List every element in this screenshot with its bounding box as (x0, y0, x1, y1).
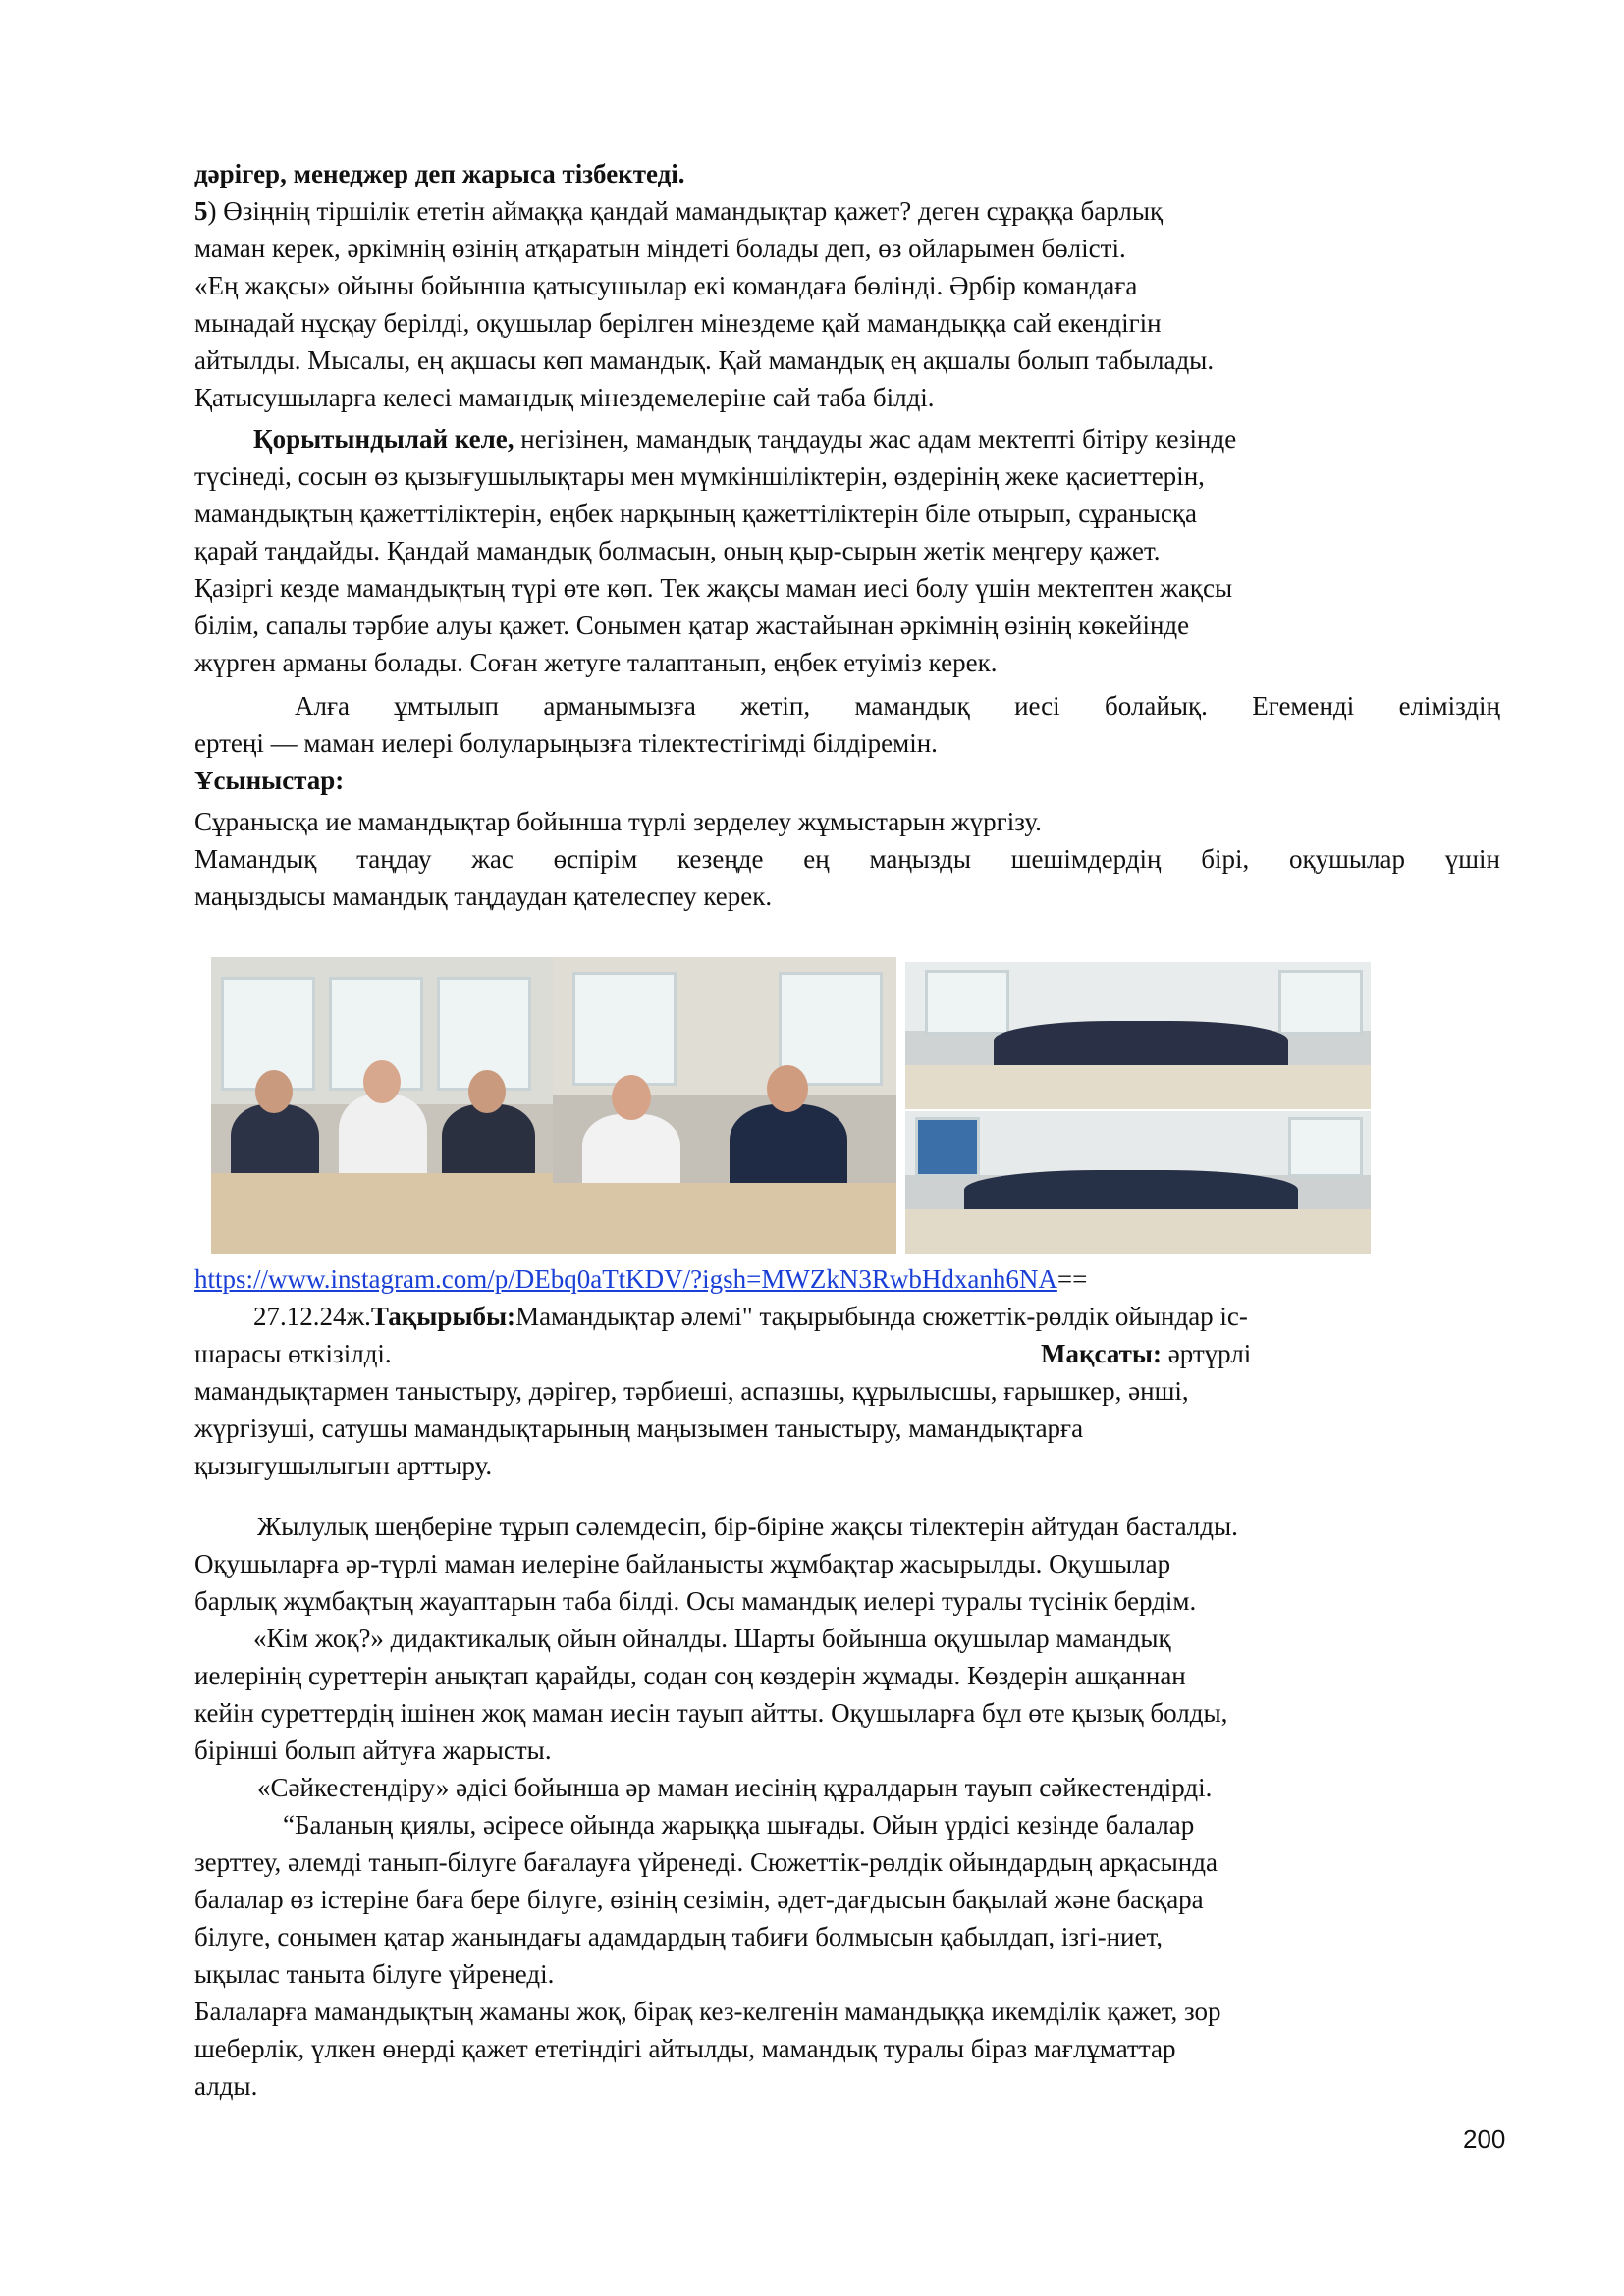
text-line: Қорытындылай келе, негізінен, мамандық таңдауды жас адам мектепті бітіру кезінде (253, 424, 1237, 454)
text-line: «Ең жақсы» ойыны бойынша қатысушылар екі командаға бөлінді. Әрбір командаға (194, 271, 1138, 300)
classroom-photo-1 (211, 957, 553, 1254)
text-line: барлық жұмбақтың жауаптарын таба білді. Осы мамандық иелері туралы түсінік бердім. (194, 1586, 1197, 1616)
page-number: 200 (1463, 2124, 1506, 2154)
text-line: “Баланың қиялы, әсіресе ойында жарыққа шығады. Ойын үрдісі кезінде балалар (283, 1810, 1195, 1840)
text-line: Балаларға мамандықтың жаманы жоқ, бірақ кез-келгенін мамандыққа икемділік қажет, зор (194, 1997, 1221, 2026)
text-line: білім, сапалы тәрбие алуы қажет. Сонымен қатар жастайынан әркімнің өзінің көкейінде (194, 611, 1190, 640)
classroom-photo-2 (553, 957, 896, 1254)
text-line: Мамандық таңдау жас өспірім кезеңде ең маңызды шешімдердің бірі, оқушылар үшін (194, 844, 1500, 874)
text-line: балалар өз істеріне баға бере білуге, өзінің сезімін, әдет-дағдысын бақылай және басқара (194, 1885, 1204, 1914)
classroom-photo-3 (905, 962, 1371, 1109)
text-line: қызығушылығын арттыру. (194, 1451, 493, 1480)
text-line: 27.12.24ж.Тақырыбы:Мамандықтар әлемі" тақырыбында сюжеттік-рөлдік ойындар іс- (253, 1302, 1248, 1331)
text-line: кейін суреттердің ішінен жоқ маман иесін тауып айтты. Оқушыларға бұл өте қызық болды, (194, 1698, 1228, 1728)
text-line: мынадай нұсқау берілді, оқушылар берілген мінездеме қай мамандыққа сай екендігін (194, 308, 1162, 338)
text-line: жүрген арманы болады. Соған жетуге талаптанып, еңбек етуіміз керек. (194, 648, 998, 677)
text-line: иелерінің суреттерін анықтап қарайды, содан соң көздерін жұмады. Көздерін ашқаннан (194, 1661, 1186, 1690)
text-line: мамандықтармен таныстыру, дәрігер, тәрбиеші, аспазшы, құрылысшы, ғарышкер, әнші, (194, 1376, 1189, 1406)
text-line: Сұранысқа ие мамандықтар бойынша түрлі зерделеу жұмыстарын жүргізу. (194, 807, 1042, 836)
text-line: мамандықтың қажеттіліктерін, еңбек нарқының қажеттіліктерін біле отырып, сұранысқа (194, 499, 1197, 528)
text-line: «Сәйкестендіру» әдісі бойынша әр маман иесінің құралдарын тауып сәйкестендірді. (257, 1773, 1213, 1802)
text-line: дәрігер, менеджер деп жарыса тізбектеді. (194, 159, 685, 188)
text-line: зерттеу, әлемді танып-білуге бағалауға үйренеді. Сюжеттік-рөлдік ойындардың арқасында (194, 1847, 1218, 1877)
text-line: Алға ұмтылып арманымызға жетіп, мамандық иесі болайық. Егеменді еліміздің (295, 691, 1500, 721)
text-line: жүргізуші, сатушы мамандықтарының маңызымен таныстыру, мамандықтарға (194, 1414, 1084, 1443)
section-heading: Ұсыныстар: (194, 766, 345, 795)
text-line: ықылас таныта білуге үйренеді. (194, 1959, 555, 1989)
text-line: шеберлік, үлкен өнерді қажет ететіндігі айтылды, мамандық туралы біраз мағлұматтар (194, 2034, 1176, 2063)
text-line: ертеңі — маман иелері болуларыңызға тілектестігімді білдіремін. (194, 728, 938, 758)
text-line: Қатысушыларға келесі мамандық мінездемелеріне сай таба білді. (194, 383, 935, 412)
text-line: білуге, сонымен қатар жанындағы адамдардың табиғи болмысын қабылдап, ізгі-ниет, (194, 1922, 1164, 1951)
text-line: 5) Өзіңнің тіршілік ететін аймаққа қандай мамандықтар қажет? деген сұраққа барлық (194, 196, 1164, 226)
text-line: қарай таңдайды. Қандай мамандық болмасын, оның қыр-сырын жетік меңгеру қажет. (194, 536, 1161, 565)
text-line: Оқушыларға әр-түрлі маман иелеріне байланысты жұмбақтар жасырылды. Оқушылар (194, 1549, 1171, 1578)
text-line: түсінеді, сосын өз қызығушылықтары мен мүмкіншіліктерін, өздерінің жеке қасиеттерін, (194, 461, 1205, 491)
instagram-link-line: https://www.instagram.com/p/DEbq0aTtKDV/?igsh=MWZkN3RwbHdxanh6NA== (194, 1264, 1088, 1294)
text-line: маңыздысы мамандық таңдаудан қателеспеу керек. (194, 881, 773, 911)
text-line: «Кім жоқ?» дидактикалық ойын ойналды. Шарты бойынша оқушылар мамандық (253, 1624, 1171, 1653)
text-line: Жылулық шеңберіне тұрып сәлемдесіп, бір-біріне жақсы тілектерін айтудан басталды. (257, 1512, 1238, 1541)
text-line: айтылды. Мысалы, ең ақшасы көп мамандық. Қай мамандық ең ақшалы болып табылады. (194, 346, 1215, 375)
text-line: шарасы өткізілді. Мақсаты: әртүрлі (194, 1339, 1252, 1368)
text-line: Қазіргі кезде мамандықтың түрі өте көп. Тек жақсы маман иесі болу үшін мектептен жақсы (194, 573, 1233, 603)
instagram-link[interactable]: https://www.instagram.com/p/DEbq0aTtKDV/?igsh=MWZkN3RwbHdxanh6NA (194, 1264, 1057, 1294)
text-line: бірінші болып айтуға жарысты. (194, 1735, 552, 1765)
text-line: алды. (194, 2071, 258, 2101)
text-line: маман керек, әркімнің өзінің атқаратын міндеті болады деп, өз ойларымен бөлісті. (194, 234, 1126, 263)
classroom-photo-4 (905, 1111, 1371, 1254)
